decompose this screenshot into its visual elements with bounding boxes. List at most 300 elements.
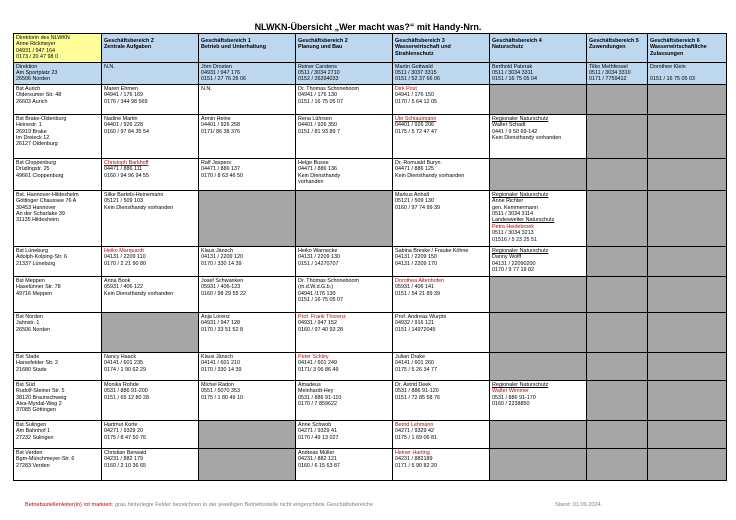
- cell-line: Berthold Paterak: [492, 63, 533, 70]
- cell-line: Christian Berwald: [104, 449, 147, 456]
- cell-line: 04931 / 947 128: [201, 320, 240, 327]
- cell-line: 04131 / 2209 170: [395, 260, 437, 267]
- cell-line: 04931 / 947 164: [16, 47, 55, 54]
- cell-line: 05121 / 509 103: [104, 198, 143, 205]
- cell-line: 0551 / 5070 353: [201, 388, 240, 395]
- contact-cell: [393, 158, 490, 190]
- cell-line: 0175 / 1 80 49 10: [201, 394, 243, 401]
- contact-cell: [199, 312, 296, 352]
- cell-line: Strahlenschutz: [395, 50, 434, 57]
- contact-cell: [296, 246, 393, 276]
- contact-cell: [393, 276, 490, 312]
- column-header: [587, 34, 648, 63]
- cell-line: Planung und Bau: [298, 44, 343, 51]
- cell-line: 04231 / 882 121: [298, 456, 337, 463]
- cell-line: 04271 / 9329 42: [395, 428, 434, 435]
- cell-line: Martin Gottwald: [395, 63, 433, 70]
- grey-cell: [490, 352, 587, 380]
- section-heading: Regionaler Naturschutz: [492, 381, 549, 388]
- column-header: [648, 34, 727, 63]
- grey-cell: [587, 84, 648, 114]
- cell-line: 0160 / 97 84 35 54: [104, 128, 149, 135]
- grey-cell: [648, 114, 727, 158]
- section-heading: Regionaler Naturschutz: [492, 191, 549, 198]
- contact-cell: [199, 352, 296, 380]
- cell-line: 0170 / 9 77 19 02: [492, 267, 534, 274]
- cell-line: Naturschutz: [492, 44, 524, 51]
- cell-line: 04271 / 9329 41: [298, 428, 337, 435]
- cell-line: 0151 / 14270707: [298, 260, 339, 267]
- leader-name: Heiner Harting: [395, 449, 430, 456]
- overview-table: [13, 33, 727, 481]
- cell-line: 0160 / 97 74 99 39: [395, 204, 440, 211]
- cell-line: 0170 / 33 51 52 8: [201, 326, 243, 333]
- betriebsstelle-label: [14, 190, 102, 246]
- cell-line: 0151 / 16 75 05 04: [492, 76, 537, 83]
- contact-cell: [102, 380, 199, 420]
- cell-line: Meinhardt-Hey: [298, 388, 334, 395]
- cell-line: 21680 Stade: [16, 366, 47, 373]
- betriebsstelle-label: [14, 420, 102, 448]
- cell-line: Harsefelder Str. 2: [16, 360, 58, 367]
- leader-name: Dorothea Altenhofen: [395, 277, 445, 284]
- cell-line: 0151 / 54 21 89 39: [395, 290, 440, 297]
- leader-name: Ute Schlautmann: [395, 115, 437, 122]
- cell-line: 0531 / 886 91-200: [104, 388, 148, 395]
- cell-line: vorhanden: [298, 179, 324, 186]
- cell-line: 0511 / 3034 3311: [492, 70, 534, 77]
- cell-line: Direktorin des NLWKN: [16, 35, 70, 41]
- contact-cell: [296, 276, 393, 312]
- cell-line: 04401 / 926 228: [104, 122, 143, 129]
- grey-cell: [199, 448, 296, 480]
- contact-cell: [393, 84, 490, 114]
- cell-line: Bst Verden: [16, 449, 43, 456]
- cell-line: 04471 / 886 125: [395, 166, 434, 173]
- cell-line: 0170 / 2 21 90 80: [104, 260, 146, 267]
- contact-cell: [296, 420, 393, 448]
- table-row: [14, 190, 727, 246]
- betriebsstelle-label: [14, 158, 102, 190]
- cell-line: 0151 / 16 75 05 03: [650, 76, 695, 83]
- cell-line: Bst Stade: [16, 353, 40, 360]
- cell-line: 04231 / 882 179: [104, 456, 143, 463]
- cell-line: 26506 Norden: [16, 76, 51, 83]
- cell-line: Am Sportplatz 23: [16, 70, 58, 77]
- cell-line: 04131 / 2209 150: [395, 254, 437, 261]
- cell-line: Drüdingstr. 25: [16, 166, 50, 173]
- direktion-cell: [393, 62, 490, 84]
- contact-cell: [102, 352, 199, 380]
- cell-line: 27232 Sulingen: [16, 434, 54, 441]
- betriebsstelle-label: [14, 276, 102, 312]
- cell-line: 04131 / 22090200: [492, 260, 536, 267]
- grey-cell: [587, 352, 648, 380]
- grey-cell: [587, 312, 648, 352]
- contact-cell: [199, 158, 296, 190]
- cell-line: Oldersumer Str. 48: [16, 92, 62, 99]
- cell-line: 0151 / 72 85 58 76: [395, 394, 440, 401]
- cell-line: 38120 Braunschweig: [16, 394, 67, 401]
- cell-line: Geschäftsbereich 4: [492, 38, 542, 44]
- cell-line: 04932 / 916 121: [395, 320, 434, 327]
- cell-line: Maren Ehmen: [104, 85, 138, 92]
- leader-name: Heiko Marquardt: [104, 247, 144, 254]
- cell-line: Bst Brake-Oldenburg: [16, 115, 67, 122]
- cell-line: 04131 / 2209 130: [298, 254, 340, 261]
- cell-line: N.N.: [201, 85, 212, 92]
- grey-cell: [587, 190, 648, 246]
- column-header: [296, 34, 393, 63]
- table-row: [14, 380, 727, 420]
- cell-line: 26603 Aurich: [16, 98, 48, 105]
- cell-line: Klaus Jänsch: [201, 353, 234, 360]
- direktion-label: [14, 62, 102, 84]
- cell-line: Josef Schwanken: [201, 277, 244, 284]
- cell-line: 49716 Meppen: [16, 290, 52, 297]
- cell-line: 0170 / 5 64 12 05: [395, 98, 437, 105]
- cell-line: Dr. Thomas Schoneboom: [298, 277, 360, 284]
- cell-line: Anna Book: [104, 277, 131, 284]
- cell-line: Ralf Jaspers: [201, 159, 231, 166]
- contact-cell: [199, 276, 296, 312]
- stand-date: Stand: 01.09.2024: [555, 502, 601, 508]
- cell-line: 04941 / 176 169: [104, 92, 143, 99]
- cell-line: Reiner Carstens: [298, 63, 337, 70]
- cell-line: 0160 / 94 96 94 55: [104, 172, 149, 179]
- grey-cell: [648, 190, 727, 246]
- table-row: [14, 312, 727, 352]
- table-row: [14, 352, 727, 380]
- cell-line: Dr. Thomas Schoneboom: [298, 85, 360, 92]
- cell-line: 04471 / 886 137: [201, 166, 240, 173]
- grey-cell: [587, 448, 648, 480]
- cell-line: 31135 Hildesheim: [16, 217, 59, 224]
- header-corner-direktorin: [14, 34, 102, 63]
- cell-line: 0441 / 9 50 69-142: [492, 128, 538, 135]
- cell-line: 0171/ 86 38 376: [201, 128, 240, 135]
- betriebsstelle-label: [14, 312, 102, 352]
- contact-cell: [199, 246, 296, 276]
- cell-line: 0175 / 1 69 06 81: [395, 434, 437, 441]
- cell-line: 0171 / 5 90 82 20: [395, 462, 437, 469]
- cell-line: 04941 / 176 150: [395, 92, 434, 99]
- grey-cell: [648, 84, 727, 114]
- section-heading: Regionaler Naturschutz: [492, 115, 549, 122]
- cell-line: Monika Rohde: [104, 381, 139, 388]
- cell-line: Jörn Drosten: [201, 63, 232, 70]
- grey-cell: [587, 114, 648, 158]
- cell-line: Geschäftsbereich 2: [298, 38, 348, 44]
- cell-line: 49661 Cloppenburg: [16, 172, 64, 179]
- cell-line: Bst Aurich: [16, 85, 41, 92]
- cell-line: Bst Norden: [16, 313, 43, 320]
- grey-cell: [587, 246, 648, 276]
- cell-line: Walter Schadt: [492, 122, 526, 129]
- leader-name: Bernd Lehmann: [395, 421, 434, 428]
- cell-line: Im Dreieck 12: [16, 135, 50, 142]
- cell-line: Rudolf-Steiner Str. 5: [16, 388, 65, 395]
- cell-line: Klaus Jänsch: [201, 247, 234, 254]
- contact-cell: [490, 190, 587, 246]
- cell-line: Wasserwirtschaft und: [395, 44, 451, 51]
- contact-cell: [490, 380, 587, 420]
- leader-name: Peter Schley: [298, 353, 329, 360]
- cell-line: gen. Kemmermann: [492, 204, 538, 211]
- cell-line: 0170 / 49 13 027: [298, 434, 339, 441]
- cell-line: 04401 / 926 350: [298, 122, 337, 129]
- section-heading: Regionaler Naturschutz: [492, 247, 549, 254]
- direktion-cell: [490, 62, 587, 84]
- cell-line: Andreas Müller: [298, 449, 335, 456]
- cell-line: Geschäftsbereich 6: [650, 38, 700, 44]
- cell-line: 0170 / 330 14 39: [201, 366, 242, 373]
- cell-line: Dorothee Klein: [650, 63, 686, 70]
- cell-line: Silke Bartels-Heinemann: [104, 191, 164, 198]
- table-row: [14, 158, 727, 190]
- cell-line: Bst Cloppenburg: [16, 159, 57, 166]
- grey-cell: [490, 448, 587, 480]
- cell-line: 0511 / 3034 3213: [492, 230, 534, 237]
- cell-line: 0170 / 330 14 39: [201, 260, 242, 267]
- contact-cell: [102, 448, 199, 480]
- cell-line: Bgm-Münchmeyer-Str. 6: [16, 456, 75, 463]
- grey-cell: [587, 420, 648, 448]
- cell-line: 27283 Verden: [16, 462, 50, 469]
- grey-cell: [648, 380, 727, 420]
- cell-line: 04141 / 601 260: [395, 360, 434, 367]
- grey-cell: [648, 352, 727, 380]
- cell-line: 0531 / 886 91-120: [395, 388, 439, 395]
- page-title: NLWKN-Übersicht „Wer macht was?“ mit Handy-Nrn.: [254, 22, 482, 32]
- contact-cell: [393, 420, 490, 448]
- contact-cell: [393, 190, 490, 246]
- cell-line: Anne Richter: [492, 198, 524, 205]
- grey-cell: [648, 448, 727, 480]
- column-header: [199, 34, 296, 63]
- cell-line: 0176 / 344 98 569: [104, 98, 148, 105]
- contact-cell: [102, 276, 199, 312]
- cell-line: 0160 / 2 10 36 65: [104, 462, 146, 469]
- grey-cell: [296, 190, 393, 246]
- cell-line: Kein Diensthandy vorhanden: [104, 290, 174, 297]
- grey-cell: [490, 276, 587, 312]
- cell-line: 04271 / 9329 20: [104, 428, 143, 435]
- cell-line: 04931 / 947 176: [201, 70, 240, 77]
- contact-name: Petra Heidebroek: [492, 223, 534, 230]
- grey-cell: [648, 246, 727, 276]
- section-heading: Landesweiter Naturschutz: [492, 217, 555, 224]
- cell-line: Tilko Methfessel: [589, 63, 628, 70]
- cell-line: Dr. Romuald Buryn: [395, 159, 441, 166]
- column-header: [490, 34, 587, 63]
- cell-line: Nancy Haack: [104, 353, 137, 360]
- cell-line: Geschäftsbereich 1: [201, 38, 251, 44]
- table-row: [14, 114, 727, 158]
- cell-line: 04941 / 176 130: [298, 92, 337, 99]
- contact-cell: [199, 114, 296, 158]
- cell-line: Michel Radon: [201, 381, 234, 388]
- contact-cell: [296, 84, 393, 114]
- betriebsstelle-label: [14, 380, 102, 420]
- cell-line: Geschäftsbereich Z: [104, 38, 155, 44]
- cell-line: Geschäftsbereich 3: [395, 38, 445, 44]
- contact-cell: [393, 380, 490, 420]
- grey-cell: [490, 312, 587, 352]
- leader-name: Dirk Post: [395, 85, 417, 92]
- cell-line: Betrieb und Unterhaltung: [201, 44, 266, 51]
- cell-line: Armin Heine: [201, 115, 231, 122]
- contact-cell: [102, 246, 199, 276]
- cell-line: Bst Meppen: [16, 277, 45, 284]
- cell-line: 0175 / 8 47 50 76: [104, 434, 146, 441]
- cell-line: 05931 / 406-123: [201, 284, 241, 291]
- contact-cell: [296, 448, 393, 480]
- cell-line: Bst Süd: [16, 381, 35, 388]
- table-row: [14, 246, 727, 276]
- cell-line: 04401 / 926 258: [201, 122, 240, 129]
- grey-cell: [490, 420, 587, 448]
- cell-line: Helge Busse: [298, 159, 329, 166]
- column-header: [102, 34, 199, 63]
- cell-line: Markus Anhalt: [395, 191, 430, 198]
- cell-line: 0160 / 98 29 55 22: [201, 290, 246, 297]
- cell-line: 26919 Brake: [16, 128, 47, 135]
- cell-line: 0151 / 16 75 05 07: [298, 98, 343, 105]
- grey-cell: [648, 158, 727, 190]
- cell-line: Zuwendungen: [589, 44, 626, 51]
- header-row: [14, 34, 727, 63]
- table-row: [14, 420, 727, 448]
- cell-line: Anne Rickmeyer: [16, 41, 56, 48]
- cell-line: Hartmut Korte: [104, 421, 138, 428]
- cell-line: Direktion: [16, 63, 38, 70]
- grey-cell: [102, 312, 199, 352]
- contact-cell: [199, 84, 296, 114]
- cell-line: (m.d.W.d.G.b.): [298, 284, 334, 291]
- leader-name: Christoph Barkhoff: [104, 159, 149, 166]
- cell-line: 04141 / 601 249: [298, 360, 337, 367]
- cell-line: 0174 / 1 90 62 29: [104, 366, 146, 373]
- cell-line: Wasserwirtschaftliche: [650, 44, 707, 51]
- cell-line: Bst Lüneburg: [16, 247, 49, 254]
- cell-line: 0152 / 26294033: [298, 76, 339, 83]
- cell-line: 0151 / 16 75 05 07: [298, 297, 343, 304]
- cell-line: Nadine Martin: [104, 115, 138, 122]
- grey-cell: [648, 312, 727, 352]
- cell-line: Anja Lorenz: [201, 313, 230, 320]
- cell-line: Zentrale Aufgaben: [104, 44, 152, 51]
- cell-line: Anne Schwob: [298, 421, 332, 428]
- cell-line: 30453 Hannover: [16, 204, 56, 211]
- contact-cell: [102, 420, 199, 448]
- cell-line: Kein Diensthandy: [298, 172, 341, 179]
- grey-cell: [587, 276, 648, 312]
- footer-grey-note: ; grau hinterlegte Felder bezeichnen in der jeweiligen Betriebsstelle nicht eingerichtete Geschäftsbereiche: [111, 502, 374, 508]
- cell-line: Prof. Andreas Wurpts: [395, 313, 447, 320]
- grey-cell: [648, 420, 727, 448]
- cell-line: Göttinger Chaussee 76 A: [16, 198, 77, 205]
- cell-line: 0160 / 6 15 63 87: [298, 462, 340, 469]
- grey-cell: [490, 84, 587, 114]
- table-row: [14, 84, 727, 114]
- cell-line: Bst Sulingen: [16, 421, 47, 428]
- contact-cell: [296, 380, 393, 420]
- contact-cell: [393, 352, 490, 380]
- cell-line: Geschäftsbereich 5: [589, 38, 639, 44]
- grey-cell: [587, 380, 648, 420]
- cell-line: 0531 / 886 91-110: [298, 394, 342, 401]
- direktion-cell: [296, 62, 393, 84]
- cell-line: Adolph-Kolping-Str. 6: [16, 254, 67, 261]
- cell-line: 37085 Göttingen: [16, 407, 56, 414]
- contact-cell: [393, 448, 490, 480]
- contact-cell: [296, 312, 393, 352]
- cell-line: 04231 / 882189: [395, 456, 433, 463]
- cell-line: Am Bahnhof 1: [16, 428, 51, 435]
- direktion-cell: [199, 62, 296, 84]
- cell-line: Jahnstr. 1: [16, 320, 40, 327]
- grey-cell: [199, 420, 296, 448]
- cell-line: 0175 / 5 72 47 47: [395, 128, 437, 135]
- cell-line: 0173 / 20 47 98 0: [16, 54, 58, 61]
- cell-line: 04471 / 886 136: [298, 166, 337, 173]
- betriebsstelle-label: [14, 84, 102, 114]
- cell-line: 04141 / 601 235: [104, 360, 143, 367]
- cell-line: 21337 Lüneburg: [16, 260, 56, 267]
- cell-line: 04401 / 926 206: [395, 122, 434, 129]
- direktion-cell: [648, 62, 727, 84]
- cell-line: Rena Lührsen: [298, 115, 332, 122]
- betriebsstelle-label: [14, 448, 102, 480]
- contact-cell: [490, 114, 587, 158]
- direktion-cell: [587, 62, 648, 84]
- contact-cell: [199, 380, 296, 420]
- cell-line: Bst. Hannover-Hildesheim: [16, 191, 79, 198]
- cell-line: 0511 / 3034 2710: [298, 70, 340, 77]
- grey-cell: [648, 276, 727, 312]
- cell-line: Dr. Astrid Deek: [395, 381, 431, 388]
- contact-cell: [296, 158, 393, 190]
- grey-cell: [490, 158, 587, 190]
- betriebsstelle-label: [14, 246, 102, 276]
- table-row: [14, 276, 727, 312]
- cell-line: 0511 / 3037 3315: [395, 70, 437, 77]
- cell-line: 01516 / 5 23 25 51: [492, 236, 537, 243]
- contact-cell: [102, 190, 199, 246]
- contact-cell: [296, 114, 393, 158]
- cell-line: Heinestr. 1: [16, 122, 42, 129]
- cell-line: Kein Diensthandy vorhanden: [492, 135, 562, 142]
- contact-cell: [102, 158, 199, 190]
- cell-line: 0171 / 7759412: [589, 76, 627, 83]
- contact-cell: [102, 114, 199, 158]
- footer-red-note: Betriebsstellenleiter(in) rot markiert: [25, 502, 112, 508]
- cell-line: 0171/ 3 06 86 49: [298, 366, 339, 373]
- direktion-row: [14, 62, 727, 84]
- cell-line: 05931 / 406 122: [104, 284, 143, 291]
- grey-cell: [199, 190, 296, 246]
- cell-line: Danny Wolff: [492, 254, 522, 261]
- contact-cell: [393, 312, 490, 352]
- cell-line: 0511 / 3034 3114: [492, 211, 534, 218]
- cell-line: 0511 / 3034 3310: [589, 70, 631, 77]
- contact-cell: [393, 246, 490, 276]
- cell-line: Amadeus: [298, 381, 321, 388]
- cell-line: 04141 / 601 210: [201, 360, 240, 367]
- cell-line: 0531 / 886 91-170: [492, 394, 536, 401]
- cell-line: Heiko Warnecke: [298, 247, 338, 254]
